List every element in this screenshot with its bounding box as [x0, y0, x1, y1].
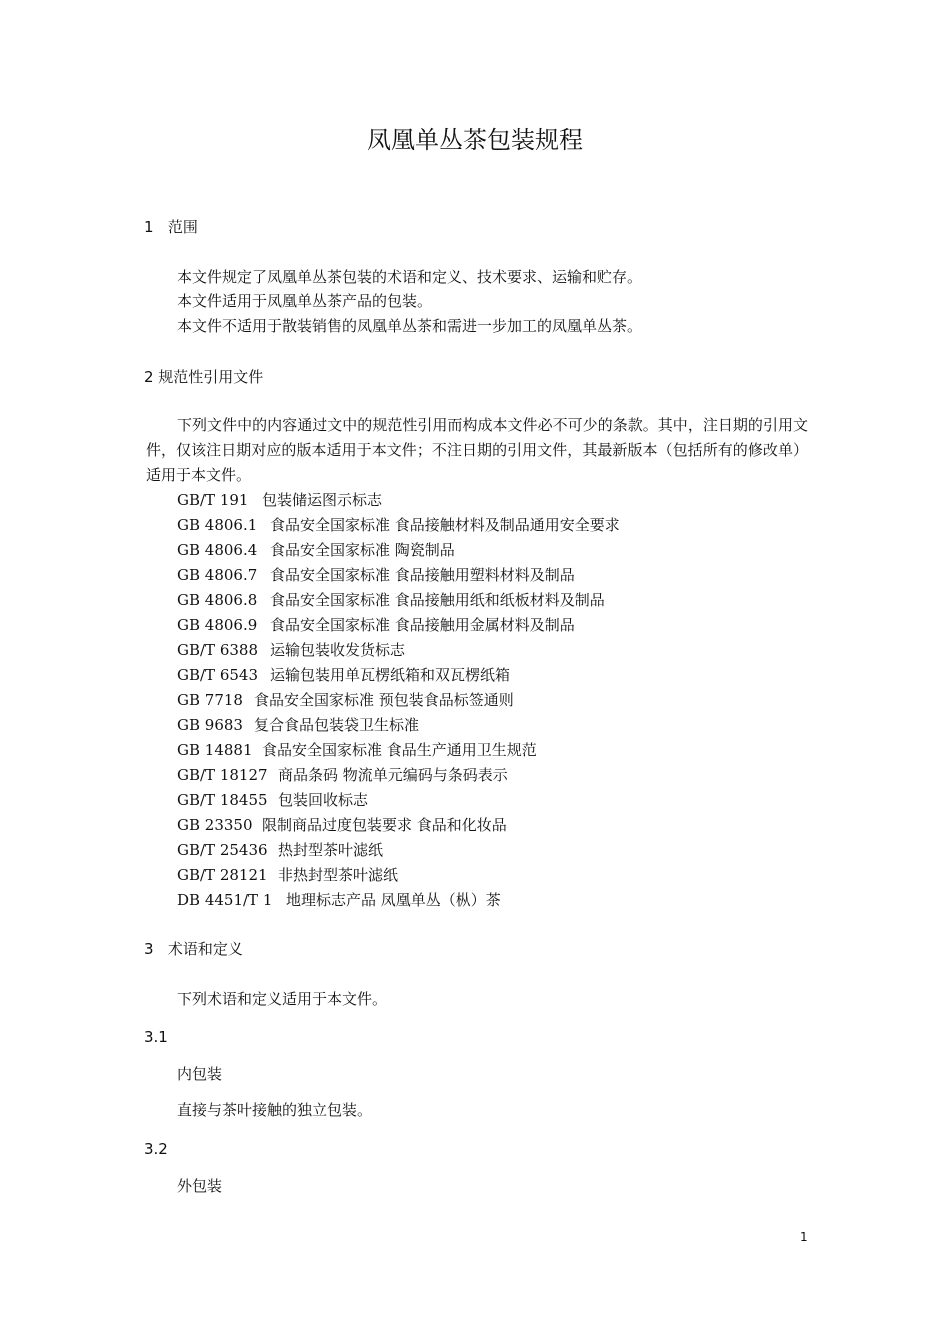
reference-item: GB 4806.9 食品安全国家标准 食品接触用金属材料及制品 — [177, 616, 575, 634]
reference-item: GB 4806.4 食品安全国家标准 陶瓷制品 — [177, 541, 455, 559]
term-number: 3.1 — [144, 1028, 168, 1046]
reference-item: GB 23350 限制商品过度包装要求 食品和化妆品 — [177, 816, 507, 834]
document-title: 凤凰单丛茶包装规程 — [367, 126, 583, 154]
reference-item: GB/T 18455 包装回收标志 — [177, 791, 369, 809]
reference-item: GB 4806.8 食品安全国家标准 食品接触用纸和纸板材料及制品 — [177, 591, 605, 609]
term-name: 外包装 — [177, 1177, 223, 1195]
term-number: 3.2 — [144, 1140, 168, 1158]
reference-item: GB/T 6543 运输包装用单瓦楞纸箱和双瓦楞纸箱 — [177, 666, 511, 684]
term-definition: 直接与茶叶接触的独立包装。 — [177, 1101, 373, 1119]
reference-item: GB/T 191 包装储运图示标志 — [177, 491, 383, 509]
reference-item: GB 14881 食品安全国家标准 食品生产通用卫生规范 — [177, 741, 537, 759]
section-2-heading: 2 规范性引用文件 — [144, 368, 264, 386]
reference-item: GB/T 6388 运输包装收发货标志 — [177, 641, 406, 659]
section-1-heading: 1 范围 — [144, 218, 198, 236]
references-intro: 下列文件中的内容通过文中的规范性引用而构成本文件必不可少的条款。其中，注日期的引用文件，仅该注日期对应的版本适用于本文件；不注日期的引用文件，其最新版本（包括所有的修改单）适用于本文件。 — [146, 416, 808, 484]
term-name: 内包装 — [177, 1065, 223, 1083]
scope-paragraph-1: 本文件规定了凤凰单丛茶包装的术语和定义、技术要求、运输和贮存。 — [177, 268, 643, 286]
reference-item: GB 9683 复合食品包装袋卫生标准 — [177, 716, 420, 734]
terms-intro: 下列术语和定义适用于本文件。 — [177, 990, 388, 1008]
scope-paragraph-2: 本文件适用于凤凰单丛茶产品的包装。 — [177, 292, 433, 310]
section-3-heading: 3 术语和定义 — [144, 940, 243, 958]
reference-item: GB 4806.7 食品安全国家标准 食品接触用塑料材料及制品 — [177, 566, 575, 584]
scope-paragraph-3: 本文件不适用于散装销售的凤凰单丛茶和需进一步加工的凤凰单丛茶。 — [177, 317, 643, 335]
reference-item: GB/T 28121 非热封型茶叶滤纸 — [177, 866, 399, 884]
reference-item: DB 4451/T 1 地理标志产品 凤凰单丛（枞）茶 — [177, 891, 501, 909]
reference-item: GB/T 18127 商品条码 物流单元编码与条码表示 — [177, 766, 508, 784]
page-number: 1 — [800, 1230, 808, 1244]
reference-item: GB 7718 食品安全国家标准 预包装食品标签通则 — [177, 691, 514, 709]
reference-item: GB 4806.1 食品安全国家标准 食品接触材料及制品通用安全要求 — [177, 516, 620, 534]
reference-item: GB/T 25436 热封型茶叶滤纸 — [177, 841, 384, 859]
